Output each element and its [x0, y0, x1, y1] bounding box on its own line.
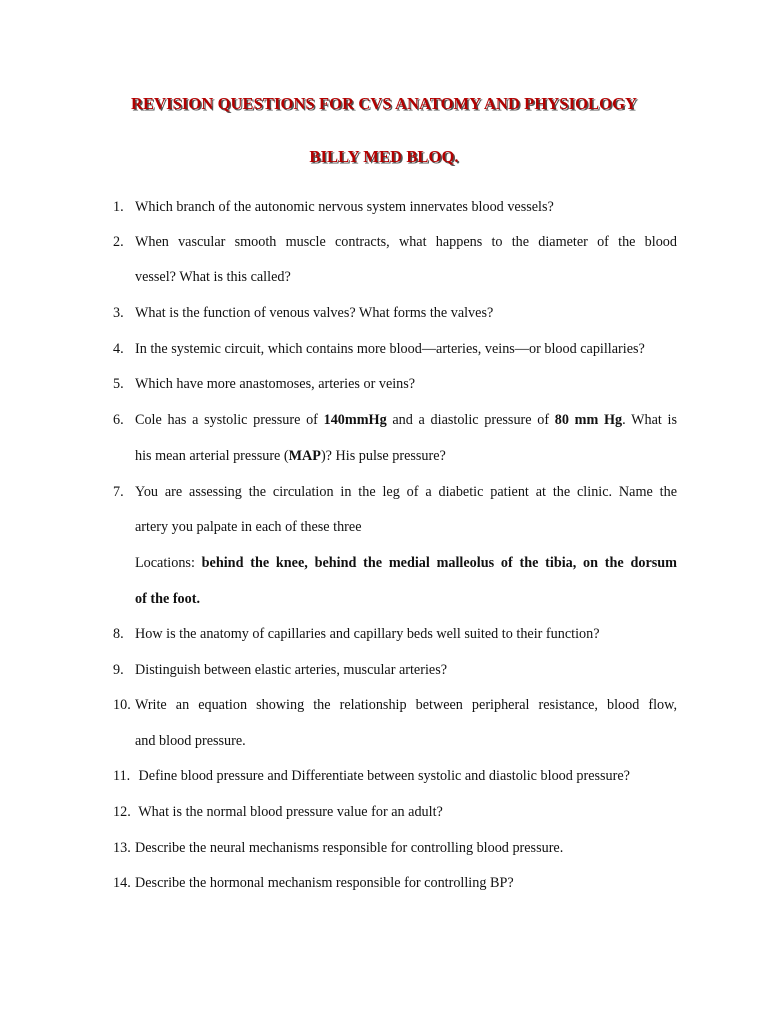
diastolic-value: 80 mm Hg	[554, 412, 623, 428]
locations-list: behind the knee, behind the medial malleolus of the tibia, on the dorsum	[201, 555, 677, 571]
question-number: 6.	[113, 412, 124, 428]
question-text: Cole has a systolic pressure of 140mmHg and a diastolic pressure of 80 mm Hg. What is	[135, 412, 677, 428]
question-number: 3.	[113, 305, 124, 321]
question-text: Write an equation showing the relationship between peripheral resistance, blood flow,	[135, 697, 677, 713]
question-number: 13.	[113, 840, 131, 856]
question-text: Define blood pressure and Differentiate between systolic and diastolic blood pressure?	[135, 768, 630, 784]
question-text: When vascular smooth muscle contracts, what happens to the diameter of the blood	[135, 234, 677, 250]
question-text: of the foot.	[135, 591, 201, 607]
question-text: What is the function of venous valves? What forms the valves?	[135, 305, 494, 321]
question-text: Which branch of the autonomic nervous system innervates blood vessels?	[135, 199, 554, 215]
question-number: 1.	[113, 199, 124, 215]
question-number: 2.	[113, 234, 124, 250]
map-term: MAP	[288, 448, 321, 464]
question-number: 14.	[113, 875, 131, 891]
question-text: and blood pressure.	[135, 733, 246, 749]
question-text: Which have more anastomoses, arteries or veins?	[135, 376, 416, 392]
question-text: his mean arterial pressure (MAP)? His pulse pressure?	[135, 448, 446, 464]
question-number: 8.	[113, 626, 124, 642]
question-number: 10.	[113, 697, 131, 713]
question-text: artery you palpate in each of these three	[135, 519, 362, 535]
question-text: Locations: behind the knee, behind the medial malleolus of the tibia, on the dorsum	[135, 555, 677, 571]
question-text: You are assessing the circulation in the leg of a diabetic patient at the clinic. Name the	[135, 484, 677, 500]
question-text: Describe the neural mechanisms responsible for controlling blood pressure.	[135, 840, 564, 856]
question-text: How is the anatomy of capillaries and capillary beds well suited to their function?	[135, 626, 600, 642]
question-number: 4.	[113, 341, 124, 357]
document-subtitle: BILLY MED BLOQ.	[309, 147, 459, 166]
document-title: REVISION QUESTIONS FOR CVS ANATOMY AND PHYSIOLOGY	[130, 94, 638, 113]
question-text: What is the normal blood pressure value for an adult?	[135, 804, 443, 820]
question-text: Distinguish between elastic arteries, muscular arteries?	[135, 662, 448, 678]
question-number: 12.	[113, 804, 131, 820]
question-number: 7.	[113, 484, 124, 500]
question-text: In the systemic circuit, which contains more blood—arteries, veins—or blood capillaries?	[135, 341, 645, 357]
question-text: Describe the hormonal mechanism responsible for controlling BP?	[135, 875, 514, 891]
systolic-value: 140mmHg	[323, 412, 387, 428]
question-number: 9.	[113, 662, 124, 678]
question-text: vessel? What is this called?	[135, 269, 291, 285]
question-number: 5.	[113, 376, 124, 392]
question-number: 11.	[113, 768, 131, 784]
